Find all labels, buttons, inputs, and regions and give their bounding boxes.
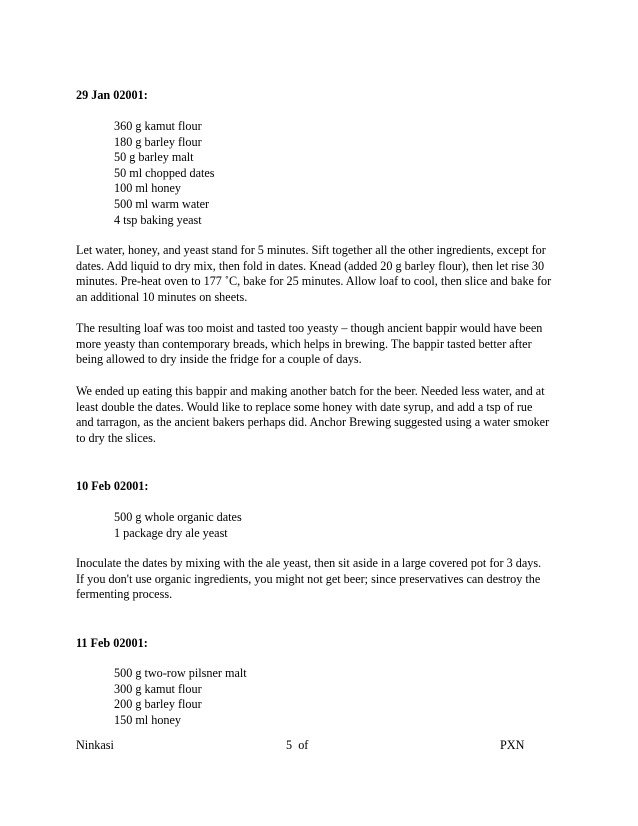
instruction-paragraph [76, 556, 568, 603]
paragraph-line: least double the dates. Would like to replace some honey with date syrup, and add a tsp of rue [76, 399, 533, 414]
paragraph-line: The resulting loaf was too moist and tasted too yeasty – though ancient bappir would have been [76, 321, 543, 335]
paragraph-line: If you don't use organic ingredients, you might not get beer; since preservatives can destroy the [76, 571, 541, 586]
paragraph-line: fermenting process. [76, 587, 173, 602]
paragraph-line: more yeasty than contemporary breads, which helps in brewing. The bappir tasted better after [76, 336, 532, 351]
notes-paragraph [76, 384, 568, 446]
footer-right-text: PXN [500, 738, 525, 752]
ingredient-list [114, 666, 247, 728]
footer-left-text: Ninkasi [76, 738, 114, 752]
paragraph-line: to dry the slices. [76, 430, 156, 445]
paragraph-line: Inoculate the dates by mixing with the ale yeast, then sit aside in a large covered pot for 3 days. [76, 556, 542, 570]
instruction-paragraph [76, 243, 568, 305]
ingredient-item: 500 g two-row pilsner malt [114, 666, 247, 680]
ingredient-item: 360 g kamut flour [114, 119, 202, 133]
ingredient-item: 4 tsp baking yeast [114, 212, 202, 227]
paragraph-line: and tarragon, as the ancient bakers perhaps did. Anchor Brewing suggested using a water smoker [76, 415, 550, 430]
paragraph-line: being allowed to dry inside the fridge for a couple of days. [76, 352, 362, 367]
ingredient-item: 500 ml warm water [114, 196, 210, 211]
entry-date-heading: 29 Jan 02001: [76, 88, 148, 102]
paragraph-line: dates. Add liquid to dry mix, then fold in dates. Knead (added 20 g barley flour), then let rise 30 [76, 258, 545, 273]
ingredient-item: 50 g barley malt [114, 150, 194, 165]
ingredient-item: 1 package dry ale yeast [114, 525, 228, 540]
entry-date-heading: 11 Feb 02001: [76, 636, 148, 650]
footer-page-number: 5 of [286, 738, 309, 752]
paragraph-line: We ended up eating this bappir and making another batch for the beer. Needed less water, and at [76, 384, 545, 398]
ingredient-item: 200 g barley flour [114, 697, 202, 712]
ingredient-list [114, 510, 242, 541]
ingredient-item: 150 ml honey [114, 712, 182, 727]
ingredient-item: 500 g whole organic dates [114, 510, 242, 524]
result-paragraph [76, 321, 568, 368]
ingredient-item: 50 ml chopped dates [114, 165, 215, 180]
ingredient-list [114, 119, 215, 228]
ingredient-item: 300 g kamut flour [114, 681, 202, 696]
paragraph-line: Let water, honey, and yeast stand for 5 minutes. Sift together all the other ingredients, except for [76, 243, 546, 257]
paragraph-line: an additional 10 minutes on sheets. [76, 289, 248, 304]
ingredient-item: 180 g barley flour [114, 134, 202, 149]
entry-date-heading: 10 Feb 02001: [76, 479, 149, 493]
paragraph-line: minutes. Pre-heat oven to 177 ˚C, bake for 25 minutes. Allow loaf to cool, then slice and bake for [76, 274, 552, 289]
ingredient-item: 100 ml honey [114, 181, 182, 196]
